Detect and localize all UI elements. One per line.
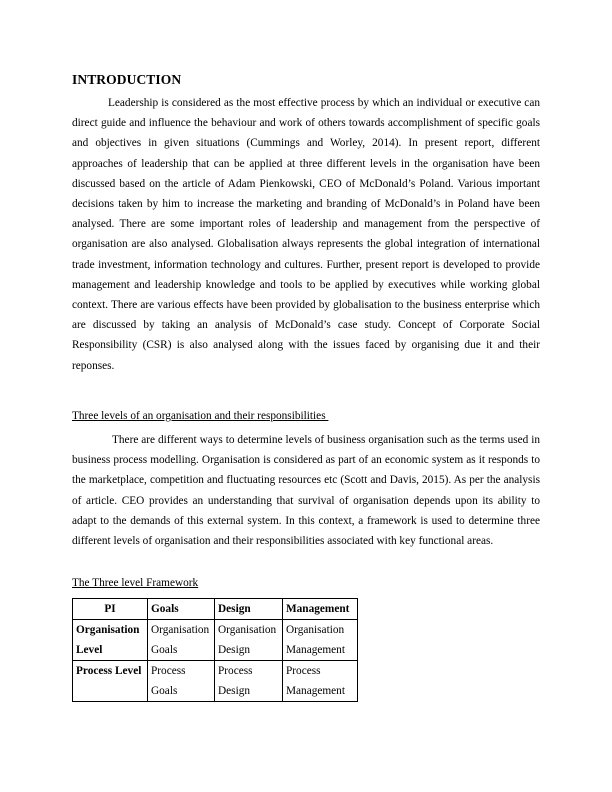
section-title: Three levels of an organisation and their responsibilities	[72, 410, 329, 422]
table-header-cell: Goals	[148, 599, 215, 620]
page-heading: INTRODUCTION	[72, 72, 182, 87]
table-header-row	[73, 599, 358, 620]
table-cell: Organisation Design	[215, 620, 283, 661]
table-cell: Process Design	[215, 661, 283, 702]
table-row-header: Process Level	[73, 661, 148, 702]
table-header-cell: Management	[283, 599, 358, 620]
section-paragraph: There are different ways to determine levels of business organisation such as the terms used in business process modelling. Organisation is considered as part of an economic system as it responds to the marketplace, competition and fluctuating resources etc (Scott and Davis, 2015). As per the analysis of article. CEO provides an understanding that survival of organisation depends upon its ability to adapt to the demands of this external system. In this context, a framework is used to determine three different levels of organisation and their responsibilities associated with key functional areas.	[72, 434, 540, 548]
framework-title: The Three level Framework	[72, 577, 199, 589]
table-row-header: Organisation Level	[73, 620, 148, 661]
table-cell: Organisation Management	[283, 620, 358, 661]
framework-table	[72, 598, 358, 702]
table-header-cell: Design	[215, 599, 283, 620]
table-header-cell: PI	[73, 599, 148, 620]
table-cell: Process Goals	[148, 661, 215, 702]
table-cell: Organisation Goals	[148, 620, 215, 661]
intro-paragraph: Leadership is considered as the most effective process by which an individual or executive can direct guide and influence the behaviour and work of others towards accomplishment of specific goals and objectives in given situations (Cummings and Worley, 2014). In present report, different approaches of leadership that can be applied at three different levels in the organisation have been discussed based on the article of Adam Pienkowski, CEO of McDonald’s Poland. Various important decisions taken by him to increase the marketing and branding of McDonald’s in Poland have been analysed. There are some important roles of leadership and management from the perspective of organisation are also analysed. Globalisation always represents the global integration of international trade investment, information technology and cultures. Further, present report is developed to provide management and leadership knowledge and tools to be applied by executives while working global context. There are various effects have been provided by globalisation to the business enterprise which are discussed by taking an analysis of McDonald’s case study. Concept of Corporate Social Responsibility (CSR) is also analysed along with the issues faced by organising due it and their reponses.	[72, 97, 540, 372]
table-row	[73, 661, 358, 702]
table-cell: Process Management	[283, 661, 358, 702]
table-row	[73, 620, 358, 661]
